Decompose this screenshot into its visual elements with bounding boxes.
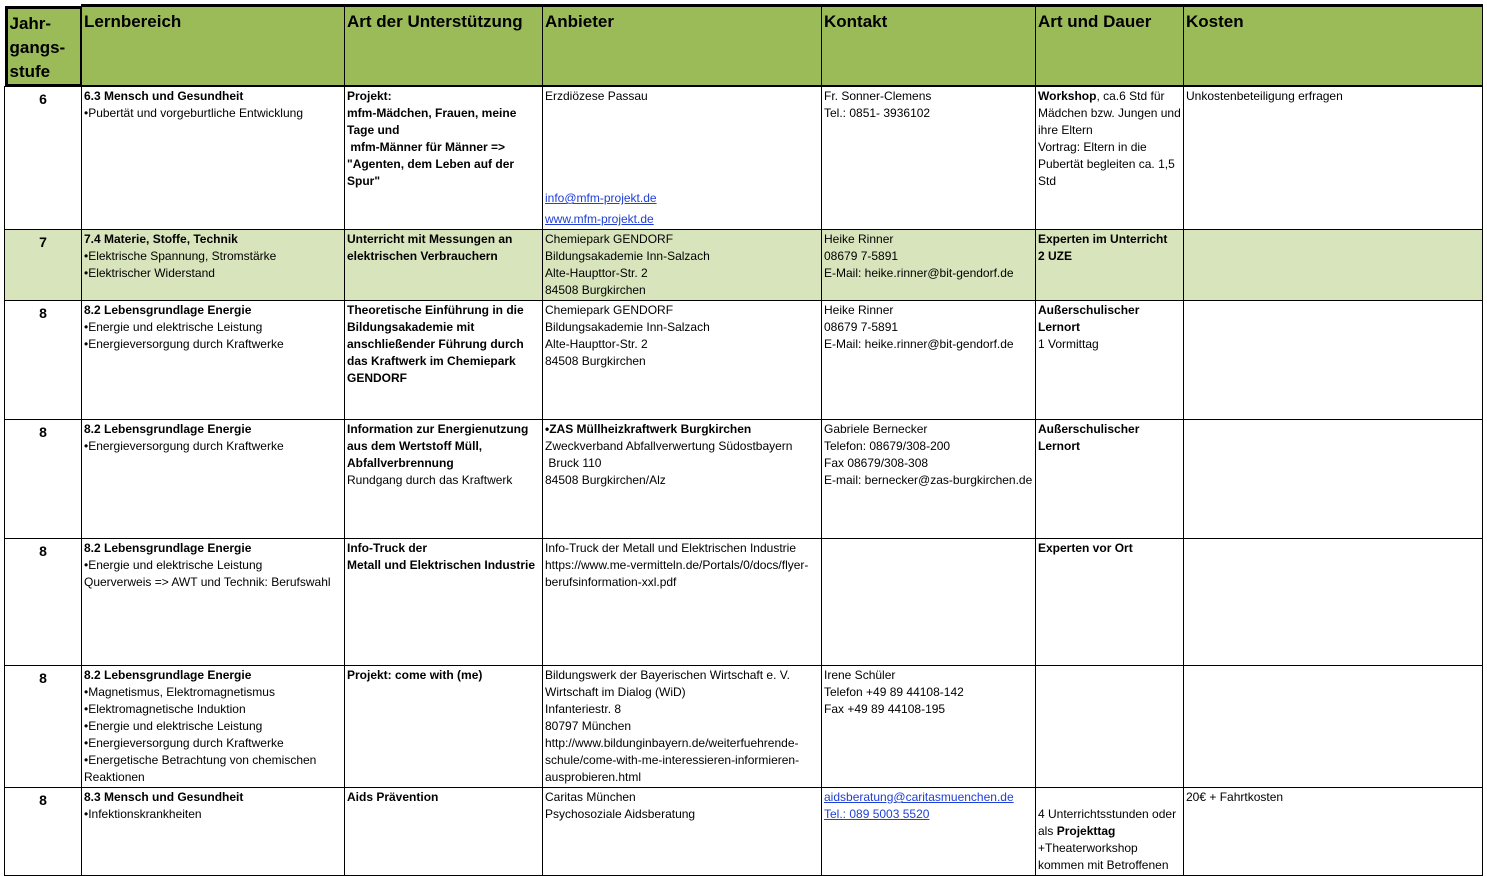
anbieter-cell <box>543 666 822 788</box>
grade-cell: 8 <box>5 666 82 788</box>
table-row <box>5 666 1483 788</box>
anbieter-text: Zweckverband Abfallverwertung Südostbayern Bruck 110 84508 Burgkirchen/Alz <box>545 439 793 487</box>
art-bold: Information zur Energienutzung aus dem Wertstoff Müll, Abfallverbrennung <box>347 422 532 470</box>
kontakt-cell <box>822 788 1036 876</box>
lernbereich-item: •Energie und elektrische Leistung <box>84 719 263 733</box>
dauer-cell <box>1036 666 1184 788</box>
anbieter-cell <box>543 86 822 230</box>
dauer-cell <box>1036 788 1184 876</box>
lernbereich-cell <box>82 420 345 539</box>
email-link[interactable]: info@mfm-projekt.de <box>545 191 657 205</box>
header-art-der-unterstuetzung: Art der Unterstützung <box>345 6 543 87</box>
anbieter-text: Caritas München Psychosoziale Aidsberatung <box>545 790 696 821</box>
kosten-cell <box>1184 539 1483 666</box>
lernbereich-cell <box>82 788 345 876</box>
anbieter-text: Chemiepark GENDORF Bildungsakademie Inn-Salzach Alte-Haupttor-Str. 2 84508 Burgkirchen <box>545 232 710 297</box>
dauer-cell <box>1036 301 1184 420</box>
header-lernbereich: Lernbereich <box>82 6 345 87</box>
kosten-cell <box>1184 666 1483 788</box>
lernbereich-item: •Elektromagnetische Induktion <box>84 702 246 716</box>
lernbereich-title: 8.2 Lebensgrundlage Energie <box>84 422 252 436</box>
lernbereich-item: •Energie und elektrische Leistung <box>84 320 263 334</box>
table-row <box>5 301 1483 420</box>
kontakt-cell <box>822 539 1036 666</box>
offer-table <box>4 4 1483 876</box>
anbieter-cell <box>543 788 822 876</box>
anbieter-cell <box>543 230 822 301</box>
art-cell <box>345 420 543 539</box>
table-row <box>5 230 1483 301</box>
art-cell <box>345 539 543 666</box>
dauer-cell <box>1036 420 1184 539</box>
art-text: Unterricht mit Messungen an elektrischen Verbrauchern <box>347 232 516 263</box>
lernbereich-cell <box>82 666 345 788</box>
dauer-bold: Projekttag <box>1056 824 1116 838</box>
header-jahrgangsstufe: Jahr- gangs- stufe <box>5 6 82 86</box>
email-link[interactable]: aidsberatung@caritasmuenchen.de <box>824 790 1014 804</box>
grade-cell: 8 <box>5 301 82 420</box>
kosten-cell <box>1184 301 1483 420</box>
kosten-cell <box>1184 230 1483 301</box>
kontakt-cell <box>822 420 1036 539</box>
art-cell <box>345 788 543 876</box>
dauer-bold: Außerschulischer Lernort <box>1038 303 1143 334</box>
anbieter-text: Bildungswerk der Bayerischen Wirtschaft e. V. Wirtschaft im Dialog (WiD) Infanteriestr. 8 80797 München http://www.bildunginbayern.de/weiterfuehrende-schule/come-with-me-interessieren-informieren-ausprobieren.html <box>545 668 800 784</box>
lernbereich-title: 6.3 Mensch und Gesundheit <box>84 89 244 103</box>
dauer-cell <box>1036 539 1184 666</box>
header-art-und-dauer: Art und Dauer <box>1036 6 1184 87</box>
dauer-text: 4 Unterrichtsstunden oder als <box>1038 807 1180 838</box>
grade-cell: 7 <box>5 230 82 301</box>
lernbereich-item: Querverweis => AWT und Technik: Berufswahl <box>84 575 331 589</box>
kontakt-text: Irene Schüler Telefon +49 89 44108-142 Fax +49 89 44108-195 <box>824 668 964 716</box>
lernbereich-item: •Energieversorgung durch Kraftwerke <box>84 736 284 750</box>
grade-cell: 8 <box>5 539 82 666</box>
dauer-cell <box>1036 86 1184 230</box>
lernbereich-item: •Energieversorgung durch Kraftwerke <box>84 439 284 453</box>
header-anbieter: Anbieter <box>543 6 822 87</box>
lernbereich-item: •Infektionskrankheiten <box>84 807 202 821</box>
art-cell <box>345 86 543 230</box>
lernbereich-title: 8.2 Lebensgrundlage Energie <box>84 303 252 317</box>
lernbereich-item: •Magnetismus, Elektromagnetismus <box>84 685 275 699</box>
lernbereich-item: •Energetische Betrachtung von chemischen Reaktionen <box>84 753 320 784</box>
anbieter-cell <box>543 420 822 539</box>
kontakt-text: Gabriele Bernecker Telefon: 08679/308-200 Fax 08679/308-308 E-mail: bernecker@zas-burgkirchen.de <box>824 422 1033 487</box>
kontakt-cell <box>822 301 1036 420</box>
lernbereich-title: 8.2 Lebensgrundlage Energie <box>84 541 252 555</box>
lernbereich-title: 7.4 Materie, Stoffe, Technik <box>84 232 238 246</box>
anbieter-text: Erzdiözese Passau <box>545 89 648 103</box>
lernbereich-item: •Energie und elektrische Leistung <box>84 558 263 572</box>
lernbereich-item: •Pubertät und vorgeburtliche Entwicklung <box>84 106 303 120</box>
art-text: Rundgang durch das Kraftwerk <box>347 473 513 487</box>
dauer-text: Experten vor Ort <box>1038 541 1133 555</box>
grade-cell: 8 <box>5 420 82 539</box>
kontakt-text: Fr. Sonner-Clemens Tel.: 0851- 3936102 <box>824 89 932 120</box>
header-row <box>5 6 1483 87</box>
kontakt-cell <box>822 230 1036 301</box>
lernbereich-item: •Elektrischer Widerstand <box>84 266 215 280</box>
dauer-text: , ca.6 Std für Mädchen bzw. Jungen und ihre Eltern Vortrag: Eltern in die Pubertät begleiten ca. 1,5 Std <box>1038 89 1181 188</box>
kontakt-cell <box>822 666 1036 788</box>
art-text: Info-Truck der Metall und Elektrischen Industrie <box>347 541 536 572</box>
table-row <box>5 539 1483 666</box>
header-kosten: Kosten <box>1184 6 1483 87</box>
anbieter-bold: •ZAS Müllheizkraftwerk Burgkirchen <box>545 422 752 436</box>
table-row <box>5 788 1483 876</box>
anbieter-cell <box>543 539 822 666</box>
art-text: Projekt: come with (me) <box>347 668 483 682</box>
lernbereich-cell <box>82 86 345 230</box>
lernbereich-cell <box>82 301 345 420</box>
anbieter-text: Chemiepark GENDORF Bildungsakademie Inn-Salzach Alte-Haupttor-Str. 2 84508 Burgkirchen <box>545 303 710 368</box>
dauer-text: 1 Vormittag <box>1038 337 1099 351</box>
table-row <box>5 86 1483 230</box>
grade-cell: 6 <box>5 86 82 230</box>
dauer-text: +Theaterworkshop kommen mit Betroffenen <box>1038 841 1169 872</box>
table-row <box>5 420 1483 539</box>
art-text: Projekt: mfm-Mädchen, Frauen, meine Tage und mfm-Männer für Männer => "Agenten, dem Leben auf der Spur" <box>347 89 517 188</box>
dauer-cell <box>1036 230 1184 301</box>
dauer-text: Experten im Unterricht 2 UZE <box>1038 232 1168 263</box>
art-text: Aids Prävention <box>347 790 439 804</box>
lernbereich-cell <box>82 230 345 301</box>
lernbereich-item: •Energieversorgung durch Kraftwerke <box>84 337 284 351</box>
kontakt-cell <box>822 86 1036 230</box>
website-link[interactable]: www.mfm-projekt.de <box>545 212 654 226</box>
lernbereich-title: 8.2 Lebensgrundlage Energie <box>84 668 252 682</box>
grade-cell: 8 <box>5 788 82 876</box>
kosten-cell: 20€ + Fahrtkosten <box>1184 788 1483 876</box>
lernbereich-cell <box>82 539 345 666</box>
lernbereich-title: 8.3 Mensch und Gesundheit <box>84 790 244 804</box>
anbieter-text: Info-Truck der Metall und Elektrischen Industrie https://www.me-vermitteln.de/Portals/0/docs/flyer-berufsinformation-xxl.pdf <box>545 541 809 589</box>
phone-link[interactable]: Tel.: 089 5003 5520 <box>824 807 930 821</box>
header-kontakt: Kontakt <box>822 6 1036 87</box>
art-cell <box>345 301 543 420</box>
kosten-cell <box>1184 420 1483 539</box>
dauer-text: Außerschulischer Lernort <box>1038 422 1143 453</box>
lernbereich-item: •Elektrische Spannung, Stromstärke <box>84 249 277 263</box>
kontakt-text: Heike Rinner 08679 7-5891 E-Mail: heike.rinner@bit-gendorf.de <box>824 303 1014 351</box>
art-cell <box>345 230 543 301</box>
kosten-cell: Unkostenbeteiligung erfragen <box>1184 86 1483 230</box>
kontakt-text: Heike Rinner 08679 7-5891 E-Mail: heike.rinner@bit-gendorf.de <box>824 232 1014 280</box>
anbieter-cell <box>543 301 822 420</box>
art-cell <box>345 666 543 788</box>
dauer-bold: Workshop <box>1038 89 1097 103</box>
art-text: Theoretische Einführung in die Bildungsakademie mit anschließender Führung durch das Kraftwerk im Chemiepark GENDORF <box>347 303 528 385</box>
